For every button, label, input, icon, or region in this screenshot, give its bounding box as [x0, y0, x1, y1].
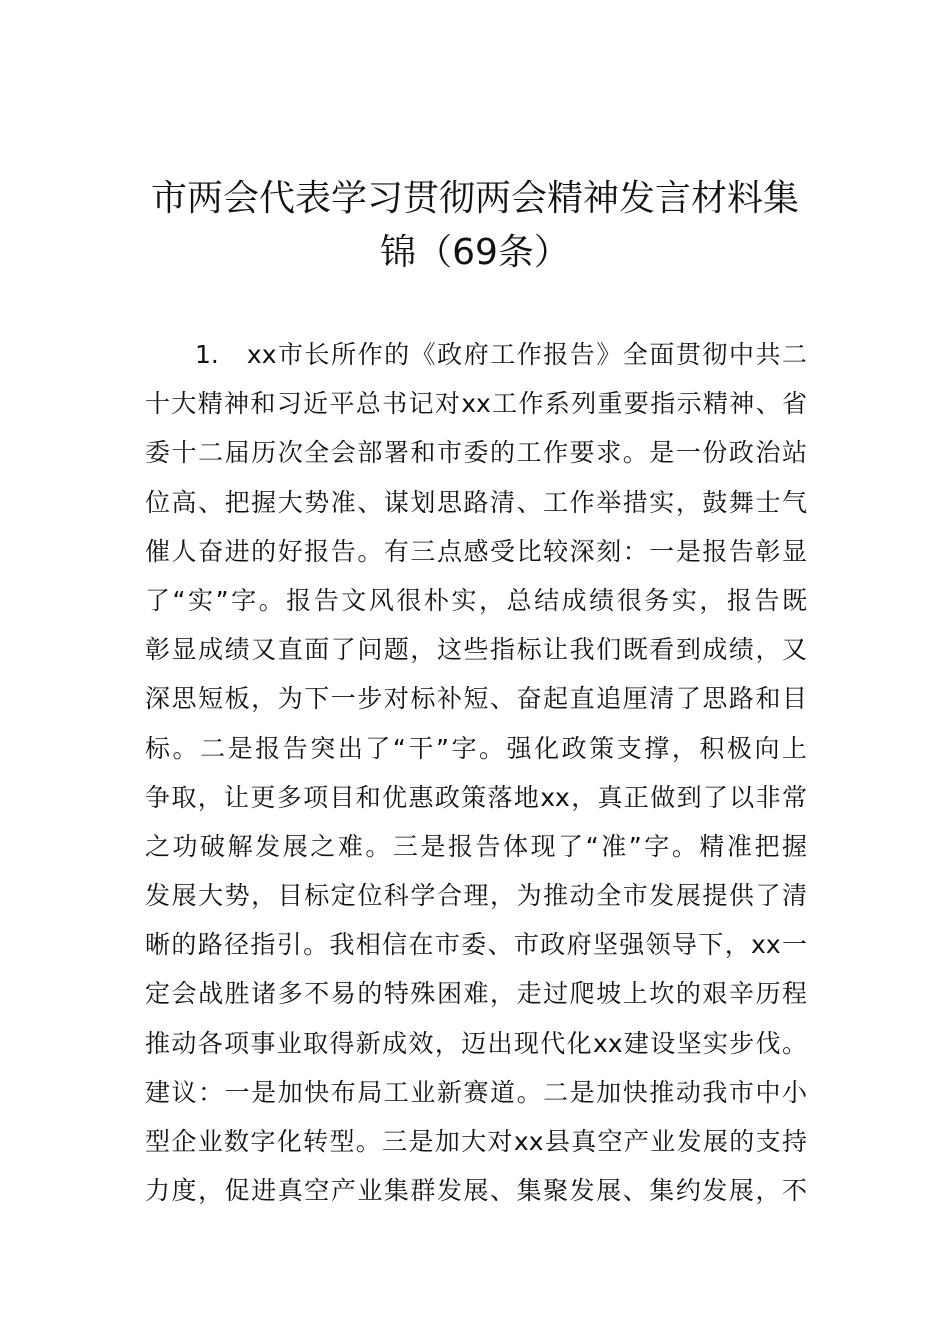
paragraph-line: 力度，促进真空产业集群发展、集聚发展、集约发展，不: [145, 1176, 807, 1206]
paragraph-line: 委十二届历次全会部署和市委的工作要求。是一份政治站: [145, 438, 807, 468]
paragraph-line: 彰显成绩又直面了问题，这些指标让我们既看到成绩，又: [145, 635, 807, 665]
document-body: [145, 330, 807, 1215]
paragraph-line: 了“实”字。报告文风很朴实，总结成绩很务实，报告既: [145, 585, 807, 615]
paragraph-line: 争取，让更多项目和优惠政策落地xx，真正做到了以非常: [145, 782, 807, 812]
document-title: [145, 172, 805, 280]
paragraph-line: 深思短板，为下一步对标补短、奋起直追厘清了思路和目: [145, 684, 807, 714]
paragraph-line: 晰的路径指引。我相信在市委、市政府坚强领导下，xx一: [145, 930, 807, 960]
paragraph-line: 之功破解发展之难。三是报告体现了“准”字。精准把握: [145, 831, 807, 861]
title-line: 市两会代表学习贯彻两会精神发言材料集: [150, 178, 799, 219]
paragraph-line: 位高、把握大势准、谋划思路清、工作举措实，鼓舞士气: [145, 487, 807, 517]
paragraph-line: 1. xx市长所作的《政府工作报告》全面贯彻中共二: [195, 340, 807, 369]
paragraph-line: 建议：一是加快布局工业新赛道。二是加快推动我市中小: [145, 1077, 807, 1107]
paragraph-line: 定会战胜诸多不易的特殊困难，走过爬坡上坎的艰辛历程: [145, 979, 807, 1009]
paragraph-line: 催人奋进的好报告。有三点感受比较深刻：一是报告彰显: [145, 536, 807, 566]
paragraph-line: 发展大势，目标定位科学合理，为推动全市发展提供了清: [145, 881, 807, 911]
paragraph-line: 十大精神和习近平总书记对xx工作系列重要指示精神、省: [145, 389, 807, 419]
paragraph-line: 推动各项事业取得新成效，迈出现代化xx建设坚实步伐。: [145, 1028, 807, 1058]
paragraph-line: 标。二是报告突出了“干”字。强化政策支撑，积极向上: [145, 733, 807, 763]
paragraph-line: 型企业数字化转型。三是加大对xx县真空产业发展的支持: [145, 1127, 807, 1156]
title-line: 锦（69条）: [380, 232, 570, 273]
